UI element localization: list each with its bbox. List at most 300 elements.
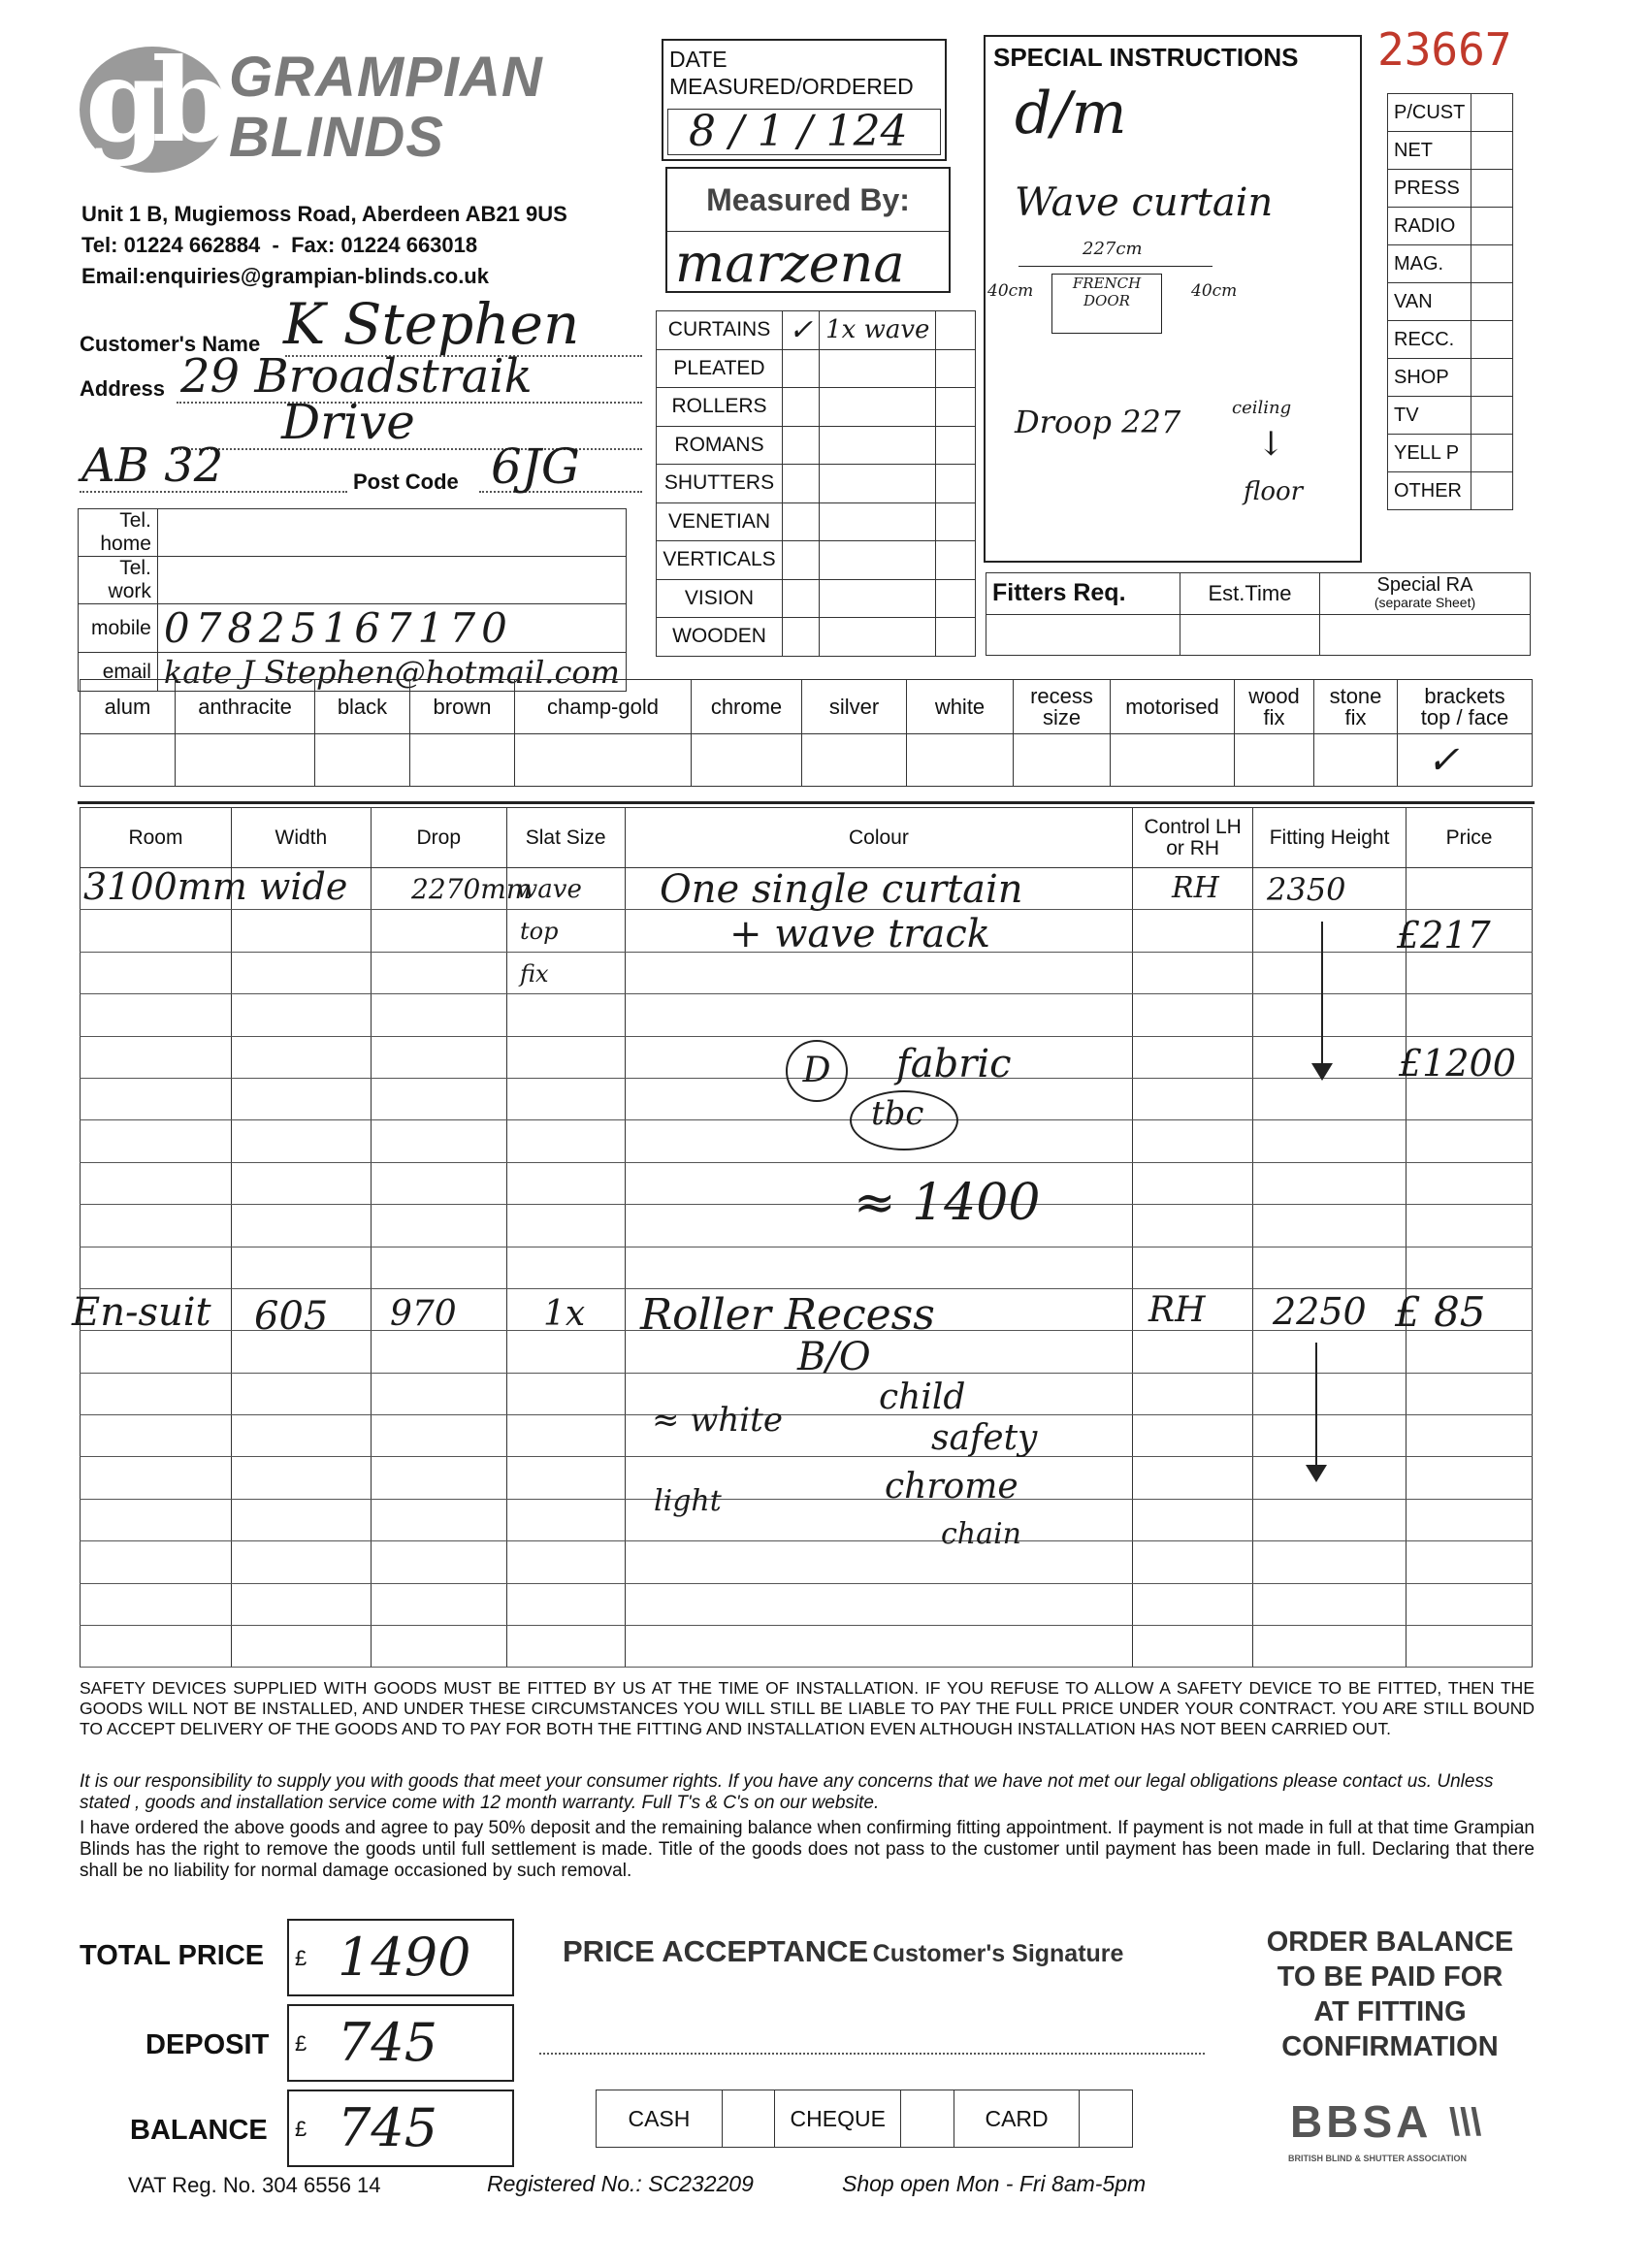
- order-cell[interactable]: [1406, 1120, 1533, 1162]
- contact-value[interactable]: 07825167170: [157, 604, 626, 653]
- product-note: [820, 579, 936, 618]
- source-row: [1388, 245, 1513, 283]
- source-tick[interactable]: [1471, 132, 1513, 170]
- order-cell[interactable]: [231, 1247, 371, 1288]
- product-extra[interactable]: [936, 426, 976, 465]
- order-drop-1: 2270mm: [411, 873, 533, 905]
- product-extra[interactable]: [936, 311, 976, 350]
- order-cell[interactable]: [1406, 1626, 1533, 1668]
- deposit-label: DEPOSIT: [146, 2029, 270, 2060]
- order-cell[interactable]: [1133, 1626, 1253, 1668]
- source-tick[interactable]: [1471, 208, 1513, 245]
- est-time-value[interactable]: [1180, 614, 1320, 656]
- order-cell[interactable]: [81, 952, 232, 993]
- order-cell[interactable]: [1253, 1331, 1406, 1373]
- product-label: VERTICALS: [657, 541, 783, 580]
- total-price: 1490: [338, 1927, 471, 1988]
- order-cell[interactable]: [371, 1541, 506, 1583]
- order-cell[interactable]: [1406, 1331, 1533, 1373]
- special-ra-value[interactable]: [1320, 614, 1531, 656]
- order-header-2: Drop: [371, 808, 506, 868]
- product-extra[interactable]: [936, 541, 976, 580]
- product-extra[interactable]: [936, 502, 976, 541]
- signature-line[interactable]: [539, 2053, 1205, 2055]
- finish-anthracite: anthracite: [176, 680, 315, 734]
- order-balance-2: TO BE PAID FOR: [1277, 1961, 1504, 1993]
- order-colour-7: B/O: [797, 1335, 871, 1379]
- source-label: P/CUST: [1388, 94, 1471, 132]
- product-row: [657, 426, 976, 465]
- contact-label: mobile: [79, 604, 158, 653]
- order-cell[interactable]: [625, 994, 1133, 1036]
- option-motorised: motorised: [1111, 680, 1235, 734]
- option-stone-fix-value[interactable]: [1314, 734, 1398, 787]
- bbsa-sub: BRITISH BLIND & SHUTTER ASSOCIATION: [1288, 2154, 1467, 2163]
- order-cell[interactable]: [506, 1331, 625, 1373]
- special-arrow: ↓: [1257, 425, 1285, 464]
- order-tbc: tbc: [871, 1094, 924, 1133]
- product-check[interactable]: [783, 465, 820, 503]
- order-cell[interactable]: [81, 994, 232, 1036]
- finish-brown: brown: [410, 680, 515, 734]
- order-cell[interactable]: [506, 1499, 625, 1540]
- order-cell[interactable]: [231, 1626, 371, 1668]
- order-cell[interactable]: [1133, 1120, 1253, 1162]
- special-note-wave: Wave curtain: [1015, 180, 1274, 225]
- order-row: [81, 1626, 1533, 1668]
- contact-row: [79, 557, 627, 604]
- order-cell[interactable]: [1133, 1247, 1253, 1288]
- order-cell[interactable]: [506, 1373, 625, 1414]
- order-cell[interactable]: [1133, 1499, 1253, 1540]
- order-cell[interactable]: [1253, 1247, 1406, 1288]
- finish-champ-gold-value[interactable]: [515, 734, 692, 787]
- order-cell[interactable]: [231, 1457, 371, 1499]
- order-cell[interactable]: [1253, 910, 1406, 952]
- payment-cash: CASH: [597, 2090, 723, 2148]
- order-cell[interactable]: [506, 1120, 625, 1162]
- product-row: [657, 349, 976, 388]
- order-cell[interactable]: [81, 1205, 232, 1247]
- order-price-4: £1200: [1399, 1042, 1516, 1085]
- finish-champ-gold: champ-gold: [515, 680, 692, 734]
- order-cell[interactable]: [1406, 1457, 1533, 1499]
- order-control-6: RH: [1148, 1290, 1206, 1330]
- product-extra[interactable]: [936, 388, 976, 427]
- contact-row: [79, 509, 627, 557]
- order-room-1: 3100mm wide: [83, 865, 348, 908]
- order-cell[interactable]: [1133, 994, 1253, 1036]
- finish-chrome: chrome: [692, 680, 802, 734]
- order-cell[interactable]: [1253, 1162, 1406, 1204]
- date-label: DATE: [669, 47, 728, 72]
- option-recess-size-value[interactable]: [1014, 734, 1111, 787]
- order-cell[interactable]: [81, 1626, 232, 1668]
- order-cell[interactable]: [1133, 1583, 1253, 1625]
- finish-white-value[interactable]: [907, 734, 1014, 787]
- product-row: [657, 579, 976, 618]
- order-cell[interactable]: [1133, 1331, 1253, 1373]
- order-note-9b: safety: [931, 1418, 1038, 1458]
- order-price-6: £ 85: [1395, 1288, 1486, 1336]
- order-cell[interactable]: [1253, 1583, 1406, 1625]
- registered-no: Registered No.: SC232209: [487, 2171, 754, 2196]
- order-cell[interactable]: [1133, 1415, 1253, 1457]
- source-tick[interactable]: [1471, 359, 1513, 397]
- balance-label: BALANCE: [130, 2115, 268, 2146]
- order-cell[interactable]: [81, 1541, 232, 1583]
- order-cell[interactable]: [81, 1120, 232, 1162]
- order-cell[interactable]: [231, 1541, 371, 1583]
- date-value: 8 / 1 / 124: [689, 107, 908, 156]
- order-cell[interactable]: [1133, 1078, 1253, 1119]
- order-colour-6: Roller Recess: [640, 1290, 935, 1340]
- order-cell[interactable]: [231, 1036, 371, 1078]
- order-cell[interactable]: [625, 1247, 1133, 1288]
- option-recess-size: recess size: [1014, 680, 1111, 734]
- date-box: [662, 39, 947, 161]
- special-instructions-box: [984, 35, 1362, 563]
- source-label: TV: [1388, 397, 1471, 435]
- order-cell[interactable]: [1253, 1415, 1406, 1457]
- source-label: PRESS: [1388, 170, 1471, 208]
- order-cell[interactable]: [231, 1499, 371, 1540]
- finish-white: white: [907, 680, 1014, 734]
- order-cell[interactable]: [371, 1499, 506, 1540]
- order-cell[interactable]: [506, 1583, 625, 1625]
- deposit-box[interactable]: [287, 2004, 514, 2082]
- postcode-label: Post Code: [353, 470, 459, 494]
- product-extra[interactable]: [936, 465, 976, 503]
- order-cell[interactable]: [1133, 1457, 1253, 1499]
- order-cell[interactable]: [371, 1162, 506, 1204]
- finish-brown-value[interactable]: [410, 734, 515, 787]
- order-row: [81, 1162, 1533, 1204]
- order-row: [81, 952, 1533, 993]
- finish-silver: silver: [802, 680, 907, 734]
- order-slat-3: fix: [520, 960, 549, 988]
- order-cell[interactable]: [231, 1583, 371, 1625]
- order-row: [81, 1120, 1533, 1162]
- source-label: NET: [1388, 132, 1471, 170]
- payment-card-tick[interactable]: [1080, 2090, 1133, 2148]
- order-cell[interactable]: [1406, 1583, 1533, 1625]
- order-cell[interactable]: [81, 1247, 232, 1288]
- source-row: [1388, 132, 1513, 170]
- source-label: RECC.: [1388, 321, 1471, 359]
- product-label: WOODEN: [657, 618, 783, 657]
- payment-cheque-tick[interactable]: [901, 2090, 954, 2148]
- order-cell[interactable]: [371, 952, 506, 993]
- order-cell[interactable]: [1406, 1162, 1533, 1204]
- order-cell[interactable]: [506, 1415, 625, 1457]
- order-drop-6: 970: [390, 1294, 457, 1334]
- product-check[interactable]: [783, 618, 820, 657]
- sketch-line: [1018, 266, 1212, 267]
- order-cell[interactable]: [1133, 910, 1253, 952]
- contact-value[interactable]: kate J Stephen@hotmail.com: [157, 653, 626, 692]
- order-cell[interactable]: [371, 1036, 506, 1078]
- order-cell[interactable]: [1253, 994, 1406, 1036]
- product-check[interactable]: [783, 349, 820, 388]
- brackets-value[interactable]: ✓: [1398, 734, 1533, 787]
- payment-table: [596, 2090, 1133, 2148]
- payment-card: CARD: [954, 2090, 1080, 2148]
- order-cell[interactable]: [506, 1078, 625, 1119]
- order-cell[interactable]: [81, 1457, 232, 1499]
- order-cell[interactable]: [506, 1626, 625, 1668]
- payment-cash-tick[interactable]: [722, 2090, 774, 2148]
- order-note-8b: child: [879, 1377, 966, 1417]
- order-cell[interactable]: [231, 1205, 371, 1247]
- source-label: MAG.: [1388, 245, 1471, 283]
- order-cell[interactable]: [1406, 1499, 1533, 1540]
- order-cell[interactable]: [1133, 1373, 1253, 1414]
- special-floor: floor: [1244, 477, 1304, 506]
- order-cell[interactable]: [371, 1247, 506, 1288]
- finish-black-value[interactable]: [315, 734, 410, 787]
- total-price-label: TOTAL PRICE: [80, 1940, 265, 1971]
- source-tick[interactable]: [1471, 472, 1513, 510]
- order-circle-d: D: [786, 1040, 848, 1102]
- brackets-face: face: [1468, 704, 1509, 729]
- order-cell[interactable]: [371, 910, 506, 952]
- order-cell[interactable]: [1406, 1247, 1533, 1288]
- order-cell[interactable]: [1133, 1541, 1253, 1583]
- order-cell[interactable]: [506, 1247, 625, 1288]
- order-cell[interactable]: [231, 1373, 371, 1414]
- order-cell[interactable]: [371, 994, 506, 1036]
- option-brackets: [1398, 680, 1533, 734]
- special-ra-sub: (separate Sheet): [1374, 594, 1476, 610]
- fitters-req-label: Fitters Req.: [986, 573, 1180, 615]
- order-cell[interactable]: [231, 1120, 371, 1162]
- balance-value: 745: [338, 2097, 438, 2158]
- order-cell[interactable]: [1253, 1120, 1406, 1162]
- finish-anthracite-value[interactable]: [176, 734, 315, 787]
- balance-box[interactable]: [287, 2090, 514, 2167]
- source-tick[interactable]: [1471, 397, 1513, 435]
- logo-letters: gb: [85, 33, 219, 168]
- order-cell[interactable]: [371, 1626, 506, 1668]
- order-control-1: RH: [1172, 871, 1219, 905]
- order-cell[interactable]: [506, 1205, 625, 1247]
- total-currency: £: [295, 1946, 307, 1970]
- order-cell[interactable]: [625, 1626, 1133, 1668]
- order-cell[interactable]: [81, 1078, 232, 1119]
- contact-table: [78, 508, 627, 692]
- order-cell[interactable]: [1253, 1626, 1406, 1668]
- est-time-label: Est.Time: [1180, 573, 1320, 615]
- contact-label: Tel. work: [79, 557, 158, 604]
- order-header-0: Room: [81, 808, 232, 868]
- order-cell[interactable]: [81, 1162, 232, 1204]
- order-header-3: Slat Size: [506, 808, 625, 868]
- order-cell[interactable]: [625, 1583, 1133, 1625]
- product-extra[interactable]: [936, 618, 976, 657]
- source-tick[interactable]: [1471, 321, 1513, 359]
- company-email: Email:enquiries@grampian-blinds.co.uk: [81, 264, 489, 288]
- order-cell[interactable]: [231, 1162, 371, 1204]
- finish-chrome-value[interactable]: [692, 734, 802, 787]
- price-acceptance-sub: Customer's Signature: [872, 1940, 1124, 1967]
- product-label: ROMANS: [657, 426, 783, 465]
- order-cell[interactable]: [1133, 1162, 1253, 1204]
- bbsa-stripes: \\\: [1449, 2101, 1482, 2144]
- order-cell[interactable]: [506, 1541, 625, 1583]
- order-cell[interactable]: [1406, 1373, 1533, 1414]
- order-width-6: 605: [254, 1294, 329, 1339]
- product-check[interactable]: [783, 502, 820, 541]
- order-cell[interactable]: [371, 1583, 506, 1625]
- source-tick[interactable]: [1471, 170, 1513, 208]
- price-acceptance-title: PRICE ACCEPTANCE: [563, 1934, 869, 1968]
- order-cell[interactable]: [1133, 1205, 1253, 1247]
- order-cell[interactable]: [81, 910, 232, 952]
- option-motorised-value[interactable]: [1111, 734, 1235, 787]
- contact-value[interactable]: [157, 509, 626, 557]
- order-cell[interactable]: [625, 1036, 1133, 1078]
- order-cell[interactable]: [1406, 1415, 1533, 1457]
- order-cell[interactable]: [371, 1205, 506, 1247]
- order-height-6: 2250: [1273, 1290, 1367, 1333]
- order-cell[interactable]: [81, 1373, 232, 1414]
- source-row: [1388, 359, 1513, 397]
- source-tick[interactable]: [1471, 245, 1513, 283]
- sketch-left: 40cm: [987, 281, 1034, 301]
- order-cell[interactable]: [231, 1078, 371, 1119]
- order-cell[interactable]: [1133, 1036, 1253, 1078]
- company-address: Unit 1 B, Mugiemoss Road, Aberdeen AB21 9US: [81, 202, 567, 226]
- order-cell[interactable]: [1406, 1205, 1533, 1247]
- order-cell[interactable]: [1406, 952, 1533, 993]
- order-cell[interactable]: [371, 1415, 506, 1457]
- order-header-5: Control LH or RH: [1133, 808, 1253, 868]
- bbsa-logo: BBSA: [1290, 2096, 1433, 2147]
- order-cell[interactable]: [231, 994, 371, 1036]
- order-cell[interactable]: [371, 1331, 506, 1373]
- order-cell[interactable]: [506, 1036, 625, 1078]
- order-cell[interactable]: [625, 952, 1133, 993]
- date-label-2: MEASURED/ORDERED: [669, 74, 914, 99]
- product-check[interactable]: [783, 426, 820, 465]
- order-cell[interactable]: [1133, 952, 1253, 993]
- order-cell[interactable]: [81, 1036, 232, 1078]
- measured-by-value: marzena: [675, 233, 905, 294]
- order-cell[interactable]: [81, 1415, 232, 1457]
- order-cell[interactable]: [506, 994, 625, 1036]
- source-tick[interactable]: [1471, 435, 1513, 472]
- finish-alum-value[interactable]: [81, 734, 176, 787]
- order-cell[interactable]: [1406, 1541, 1533, 1583]
- source-tick[interactable]: [1471, 283, 1513, 321]
- option-wood-fix-value[interactable]: [1235, 734, 1314, 787]
- order-cell[interactable]: [1253, 952, 1406, 993]
- order-cell[interactable]: [1253, 1457, 1406, 1499]
- source-row: [1388, 321, 1513, 359]
- product-row: [657, 502, 976, 541]
- special-ceiling: ceiling: [1232, 398, 1292, 418]
- source-row: [1388, 435, 1513, 472]
- order-cell[interactable]: [1406, 868, 1533, 910]
- order-cell[interactable]: [625, 1541, 1133, 1583]
- product-note: [820, 502, 936, 541]
- order-header-6: Fitting Height: [1253, 808, 1406, 868]
- special-droop: Droop 227: [1015, 404, 1181, 440]
- measured-by-label: Measured By:: [706, 182, 910, 217]
- product-check[interactable]: [783, 388, 820, 427]
- customer-name: K Stephen: [283, 291, 580, 357]
- source-row: [1388, 208, 1513, 245]
- product-check[interactable]: [783, 579, 820, 618]
- product-label: CURTAINS: [657, 311, 783, 350]
- order-cell[interactable]: [1253, 1541, 1406, 1583]
- order-cell[interactable]: [506, 1162, 625, 1204]
- shop-hours: Shop open Mon - Fri 8am-5pm: [842, 2171, 1147, 2196]
- product-row: [657, 618, 976, 657]
- order-cell[interactable]: [1406, 994, 1533, 1036]
- order-cell[interactable]: [231, 910, 371, 952]
- order-cell[interactable]: [1253, 1499, 1406, 1540]
- source-row: [1388, 472, 1513, 510]
- order-cell[interactable]: [371, 1120, 506, 1162]
- source-label: RADIO: [1388, 208, 1471, 245]
- measured-by-divider: [667, 231, 949, 232]
- height-arrow-2: [1315, 1343, 1317, 1478]
- height-arrow-2-head: [1306, 1465, 1327, 1482]
- postcode-prefix: AB 32: [81, 438, 224, 493]
- product-label: ROLLERS: [657, 388, 783, 427]
- order-cell[interactable]: [506, 1457, 625, 1499]
- order-cell[interactable]: [1253, 1078, 1406, 1119]
- fitters-req-value[interactable]: [986, 614, 1180, 656]
- order-price-2: £217: [1397, 914, 1491, 956]
- height-arrow-1: [1321, 922, 1323, 1077]
- product-label: VISION: [657, 579, 783, 618]
- order-cell[interactable]: [371, 1373, 506, 1414]
- postcode: 6JG: [491, 438, 580, 495]
- source-list: [1387, 93, 1513, 510]
- order-cell[interactable]: [1253, 1373, 1406, 1414]
- order-slat-2: top: [520, 918, 559, 945]
- contact-value[interactable]: [157, 557, 626, 604]
- product-note: [820, 349, 936, 388]
- order-cell[interactable]: [81, 1331, 232, 1373]
- order-header-1: Width: [231, 808, 371, 868]
- price-acceptance: [563, 1934, 1123, 1969]
- finishes-table: [80, 679, 1533, 787]
- order-cell[interactable]: [231, 1415, 371, 1457]
- order-cell[interactable]: [371, 1078, 506, 1119]
- product-extra[interactable]: [936, 349, 976, 388]
- order-cell[interactable]: [371, 1457, 506, 1499]
- total-price-box[interactable]: [287, 1919, 514, 1996]
- order-cell[interactable]: [1253, 1205, 1406, 1247]
- product-extra[interactable]: [936, 579, 976, 618]
- vat-reg: VAT Reg. No. 304 6556 14: [128, 2173, 381, 2197]
- order-header-7: Price: [1406, 808, 1533, 868]
- order-cell[interactable]: [231, 952, 371, 993]
- source-tick[interactable]: [1471, 94, 1513, 132]
- legal-safety: SAFETY DEVICES SUPPLIED WITH GOODS MUST BE FITTED BY US AT THE TIME OF INSTALLATION. IF YOU REFUSE TO ALLOW A SAFETY DEVICE TO BE FITTED, THEN THE GOODS WILL NOT BE INSTALLED, AND UNDER THESE CIRCUMSTANCES YOU WILL STILL BE LIABLE TO PAY THE FULL PRICE UNDER YOUR CONTRACT. YOU ARE STILL BOUND TO ACCEPT DELIVERY OF THE GOODS AND TO PAY FOR BOTH THE FITTING AND INSTALLATION EVEN ALTHOUGH INSTALLATION HAS NOT BEEN CARRIED OUT.: [80, 1678, 1535, 1738]
- product-check[interactable]: ✓: [783, 311, 820, 350]
- order-cell[interactable]: [81, 1583, 232, 1625]
- order-cell[interactable]: [81, 1499, 232, 1540]
- reference-number: 23667: [1377, 23, 1512, 76]
- product-check[interactable]: [783, 541, 820, 580]
- finish-silver-value[interactable]: [802, 734, 907, 787]
- order-row: [81, 994, 1533, 1036]
